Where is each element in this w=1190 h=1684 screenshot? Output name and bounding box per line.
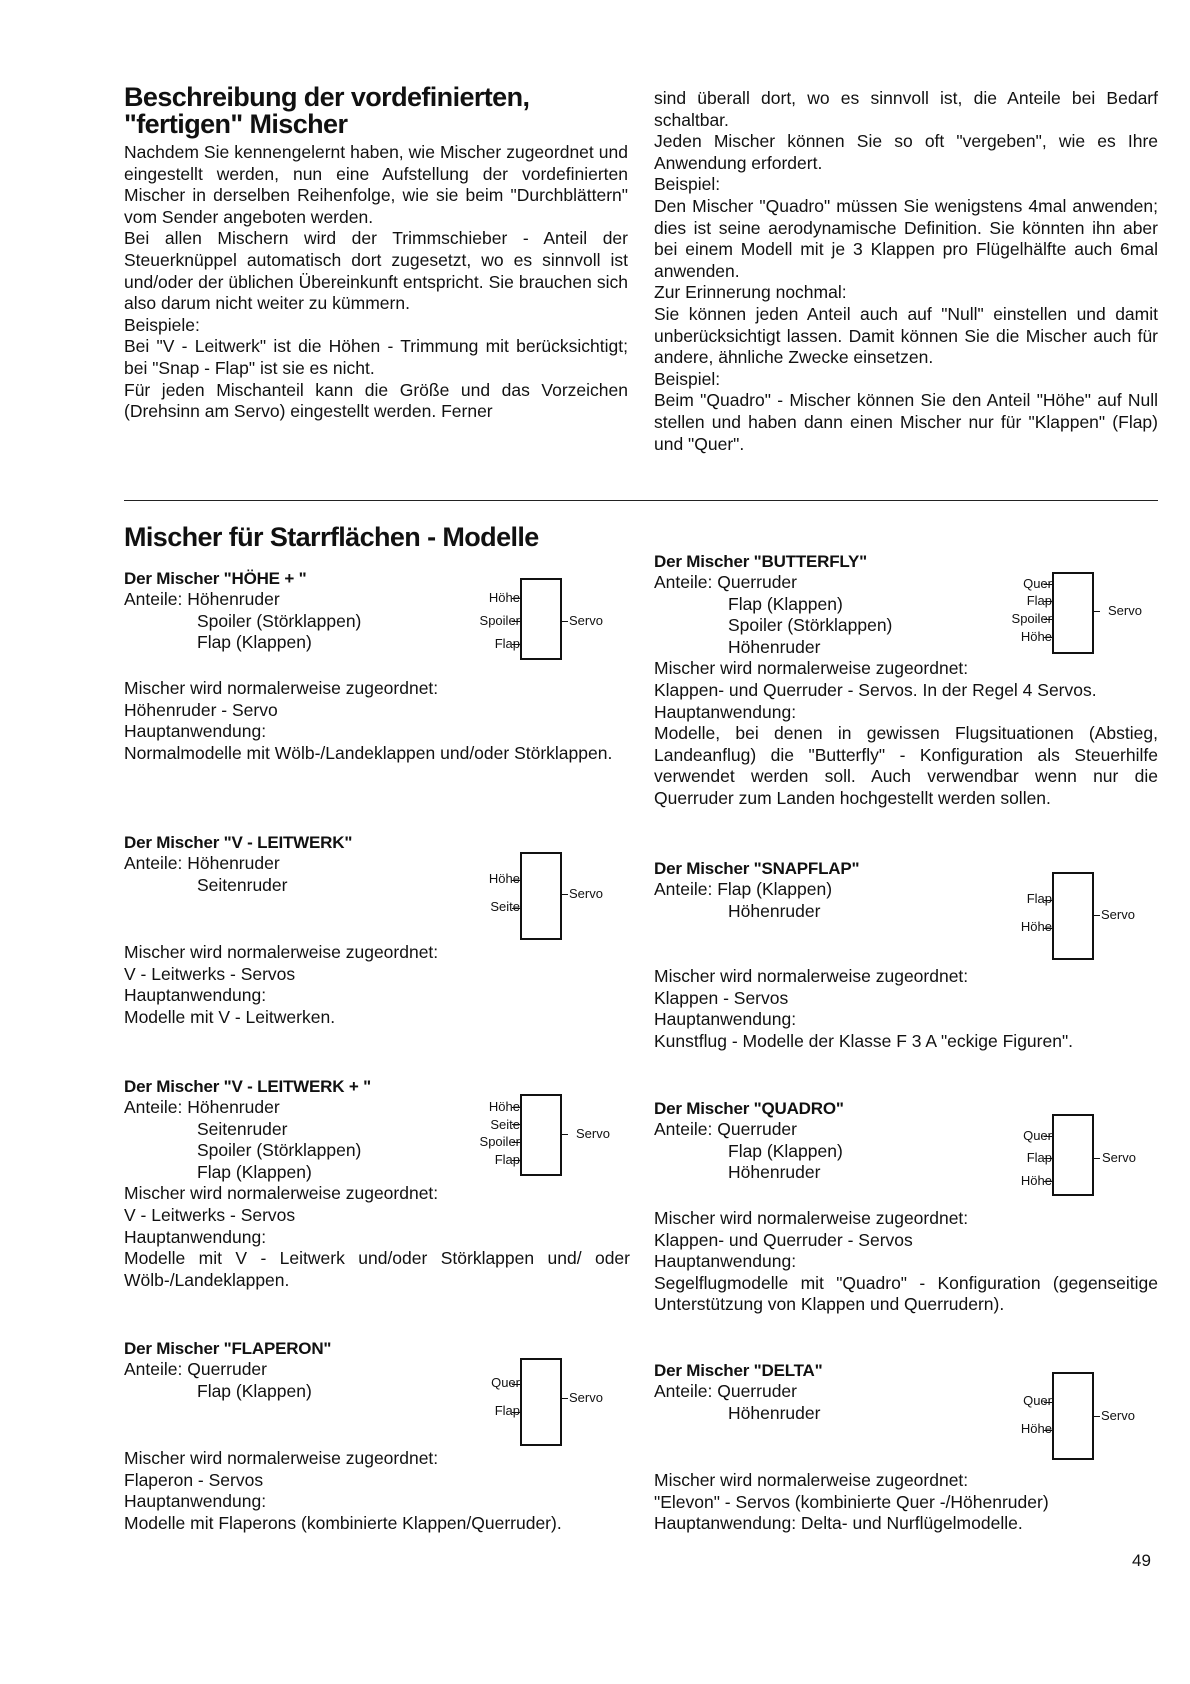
input-line [1044,928,1054,929]
output-line [560,1134,568,1135]
input-label: Spoiler [479,613,520,628]
use-value: Modelle mit V - Leitwerken. [124,1006,336,1027]
section-divider [124,500,1158,501]
input-line [1044,601,1054,602]
output-label: Servo [1101,1408,1135,1423]
input-line [512,1142,522,1143]
mixer-v-leitwerk-info [124,942,630,1028]
anteile-line: Anteile: Querruder [654,1119,797,1139]
input-line [512,598,522,599]
input-label: Höhe [1020,1421,1052,1436]
intro-title [124,84,529,138]
output-line [1092,915,1100,916]
input-label: Seite [490,1117,520,1132]
input-line [1044,1402,1054,1403]
anteile-line: Spoiler (Störklappen) [197,610,362,631]
use-label: Hauptanwendung: [654,1009,797,1030]
output-line [560,894,568,895]
anteile-line: Anteile: Flap (Klappen) [654,879,833,899]
anteile-line: Anteile: Querruder [124,1359,267,1379]
use-value: Modelle mit Flaperons (kombinierte Klappen/Querruder). [124,1512,562,1533]
anteile-line: Flap (Klappen) [197,1161,312,1182]
paragraph: Den Mischer "Quadro" müssen Sie wenigstens 4mal anwenden; dies ist seine aerodynamische Definition. Sie könnten ihn aber bei einem Modell mit je 3 Klappen pro Flügelhälfte auch 6mal anwenden. [654,195,1158,281]
intro-right-column [654,88,1158,455]
mixer-box [520,578,562,660]
mixer-title: Der Mischer "QUADRO" [654,1099,844,1118]
paragraph: Bei "V - Leitwerk" ist die Höhen - Trimmung mit berücksichtigt; bei "Snap - Flap" ist sie es nicht. [124,336,628,378]
input-line [512,880,522,881]
input-label: Quer [1023,576,1052,591]
anteile-line: Anteile: Höhenruder [124,589,280,609]
mixer-box [520,1094,562,1176]
paragraph: Zur Erinnerung nochmal: [654,282,847,303]
input-label: Spoiler [479,1134,520,1149]
anteile-line: Anteile: Querruder [654,1381,797,1401]
input-line [512,1384,522,1385]
use-label: Hauptanwendung: [124,721,267,742]
input-label: Höhe [1020,919,1052,934]
paragraph: Sie können jeden Anteil auch auf "Null" einstellen und damit unberücksichtigt lassen. Damit können Sie die Mischer auch für andere, ähnliche Zwecke einsetzen. [654,303,1158,368]
input-line [1044,900,1054,901]
mixer-diagram-v-leitwerk-plus [440,1092,620,1178]
assign-label: Mischer wird normalerweise zugeordnet: [654,1208,969,1228]
output-label: Servo [1108,603,1142,618]
anteile-line: Seitenruder [197,1118,288,1139]
mixer-diagram-delta [970,1370,1150,1460]
mixer-snapflap-info [654,966,1158,1052]
anteile-line: Höhenruder [728,900,821,921]
page-number: 49 [1132,1551,1151,1570]
mixer-diagram-butterfly [970,570,1150,656]
assign-label: Mischer wird normalerweise zugeordnet: [124,1183,439,1204]
input-label: Höhe [488,590,520,605]
assign-value: Klappen - Servos [654,987,789,1008]
input-line [1044,1136,1054,1137]
mixer-flaperon-info [124,1448,634,1534]
input-line [1044,1430,1054,1431]
input-line [512,1107,522,1108]
assign-value: Höhenruder - Servo [124,699,278,720]
input-line [1044,584,1054,585]
use-value: Kunstflug - Modelle der Klasse F 3 A "eckige Figuren". [654,1030,1074,1051]
anteile-line: Anteile: Höhenruder [124,853,280,873]
output-line [1092,611,1100,612]
assign-label: Mischer wird normalerweise zugeordnet: [654,1470,969,1490]
paragraph: Nachdem Sie kennengelernt haben, wie Mischer zugeordnet und eingestellt werden, nun eine Aufstellung der vordefinierten Mischer in derselben Reihenfolge, wie sie beim "Durchblättern" vom Sender angeboten werden. [124,142,628,227]
mixer-quadro-info [654,1208,1158,1316]
input-label: Spoiler [1011,611,1052,626]
input-line [512,1124,522,1125]
output-line [560,621,568,622]
paragraph: sind überall dort, wo es sinnvoll ist, die Anteile bei Bedarf schaltbar. [654,88,1158,130]
mixer-diagram-v-leitwerk [440,850,620,940]
output-line [1092,1416,1100,1417]
input-label: Quer [1023,1128,1052,1143]
input-label: Höhe [488,871,520,886]
output-label: Servo [569,886,603,901]
input-label: Höhe [488,1099,520,1114]
mixer-diagram-flaperon [440,1356,620,1446]
anteile-line: Höhenruder [728,1162,821,1183]
assign-value: Flaperon - Servos [124,1469,264,1490]
output-label: Servo [576,1126,610,1141]
anteile-line: Spoiler (Störklappen) [728,615,893,636]
mixer-diagram-quadro [970,1112,1150,1198]
paragraph: Beispiel: [654,368,721,389]
assign-value: Klappen- und Querruder - Servos [654,1229,913,1250]
input-line [512,1160,522,1161]
mixer-box [1052,572,1094,654]
intro-title-line2: "fertigen" Mischer [124,109,348,139]
input-line [512,908,522,909]
paragraph: Beim "Quadro" - Mischer können Sie den Anteil "Höhe" auf Null stellen und haben dann einen Mischer nur für "Klappen" (Flap) und "Quer". [654,390,1158,454]
paragraph: Bei allen Mischern wird der Trimmschieber - Anteil der Steuerknüppel automatisch dort zugesetzt, wo es sinnvoll ist und/oder der üblichen Übereinkunft entspricht. Sie brauchen sich also darum nicht weiter zu kümmern. [124,228,628,314]
mixer-title: Der Mischer "SNAPFLAP" [654,859,860,878]
use-value: Modelle, bei denen in gewissen Flugsituationen (Abstieg, Landeanflug) die "Butterfly" - Konfiguration als Steuerhilfe verwendet werden soll. Auch verwendbar wenn nur die Querruder zum Landen hochgestellt werden sollen. [654,723,1158,808]
assign-label: Mischer wird normalerweise zugeordnet: [654,966,969,986]
input-line [1044,619,1054,620]
output-line [560,1398,568,1399]
assign-value: V - Leitwerks - Servos [124,1204,296,1225]
anteile-line: Flap (Klappen) [197,632,312,653]
use-value: Hauptanwendung: Delta- und Nurflügelmodelle. [654,1513,1023,1534]
intro-title-line1: Beschreibung der vordefinierten, [124,82,530,112]
anteile-line: Höhenruder [728,1402,821,1423]
paragraph: Beispiele: [124,314,200,335]
output-label: Servo [1101,907,1135,922]
mixer-box [1052,1114,1094,1196]
input-line [512,621,522,622]
mixer-box [1052,1372,1094,1460]
mixer-delta-info [654,1470,1158,1535]
input-label: Seite [490,899,520,914]
output-label: Servo [569,1390,603,1405]
anteile-line: Anteile: Höhenruder [124,1097,280,1117]
input-line [1044,637,1054,638]
input-line [512,644,522,645]
mixer-title: Der Mischer "V - LEITWERK" [124,833,353,852]
use-value: Modelle mit V - Leitwerk und/oder Störklappen und/ oder Wölb-/Landeklappen. [124,1248,630,1290]
input-label: Quer [491,1375,520,1390]
input-label: Flap [1026,1150,1052,1165]
use-label: Hauptanwendung: [654,1251,797,1272]
mixer-diagram-snapflap [970,870,1150,960]
mixer-box [1052,872,1094,960]
anteile-line: Flap (Klappen) [728,1140,843,1161]
mixer-box [520,1358,562,1446]
paragraph: Für jeden Mischanteil kann die Größe und das Vorzeichen (Drehsinn am Servo) eingestellt werden. Ferner [124,379,628,422]
input-label: Flap [494,1403,520,1418]
mixer-box [520,852,562,940]
mixer-title: Der Mischer "DELTA" [654,1361,823,1380]
intro-left-column [124,142,628,423]
anteile-line: Spoiler (Störklappen) [197,1140,362,1161]
input-label: Flap [494,636,520,651]
use-label: Hauptanwendung: [124,985,267,1006]
mixer-title: Der Mischer "HÖHE + " [124,569,307,588]
anteile-line: Flap (Klappen) [197,1380,312,1401]
mixer-title: Der Mischer "V - LEITWERK + " [124,1077,371,1096]
input-label: Flap [494,1152,520,1167]
assign-value: "Elevon" - Servos (kombinierte Quer -/Höhenruder) [654,1491,1049,1512]
input-label: Höhe [1020,629,1052,644]
use-value: Normalmodelle mit Wölb-/Landeklappen und/oder Störklappen. [124,742,613,763]
use-label: Hauptanwendung: [124,1491,267,1512]
assign-label: Mischer wird normalerweise zugeordnet: [654,658,969,679]
anteile-line: Höhenruder [728,636,821,657]
assign-value: Klappen- und Querruder - Servos. In der Regel 4 Servos. [654,679,1097,700]
paragraph: Beispiel: [654,174,721,195]
input-line [512,1412,522,1413]
input-label: Höhe [1020,1173,1052,1188]
mixer-title: Der Mischer "FLAPERON" [124,1339,332,1358]
input-line [1044,1158,1054,1159]
assign-label: Mischer wird normalerweise zugeordnet: [124,1448,439,1468]
use-value: Segelflugmodelle mit "Quadro" - Konfiguration (gegenseitige Unterstützung von Klappen und Querrudern). [654,1272,1158,1315]
input-label: Quer [1023,1393,1052,1408]
input-label: Flap [1026,593,1052,608]
section-title: Mischer für Starrflächen - Modelle [124,522,539,552]
output-label: Servo [569,613,603,628]
anteile-line: Anteile: Querruder [654,572,797,592]
assign-value: V - Leitwerks - Servos [124,963,296,984]
anteile-line: Flap (Klappen) [728,593,843,614]
output-line [1092,1158,1100,1159]
mixer-title: Der Mischer "BUTTERFLY" [654,552,868,571]
mixer-diagram-hoehe-plus [440,576,620,662]
output-label: Servo [1102,1150,1136,1165]
anteile-line: Seitenruder [197,874,288,895]
use-label: Hauptanwendung: [654,701,797,722]
assign-label: Mischer wird normalerweise zugeordnet: [124,678,439,698]
mixer-hoehe-plus-info [124,678,630,764]
paragraph: Jeden Mischer können Sie so oft "vergeben", wie es Ihre Anwendung erfordert. [654,131,1158,173]
assign-label: Mischer wird normalerweise zugeordnet: [124,942,439,962]
input-label: Flap [1026,891,1052,906]
use-label: Hauptanwendung: [124,1226,267,1247]
input-line [1044,1181,1054,1182]
